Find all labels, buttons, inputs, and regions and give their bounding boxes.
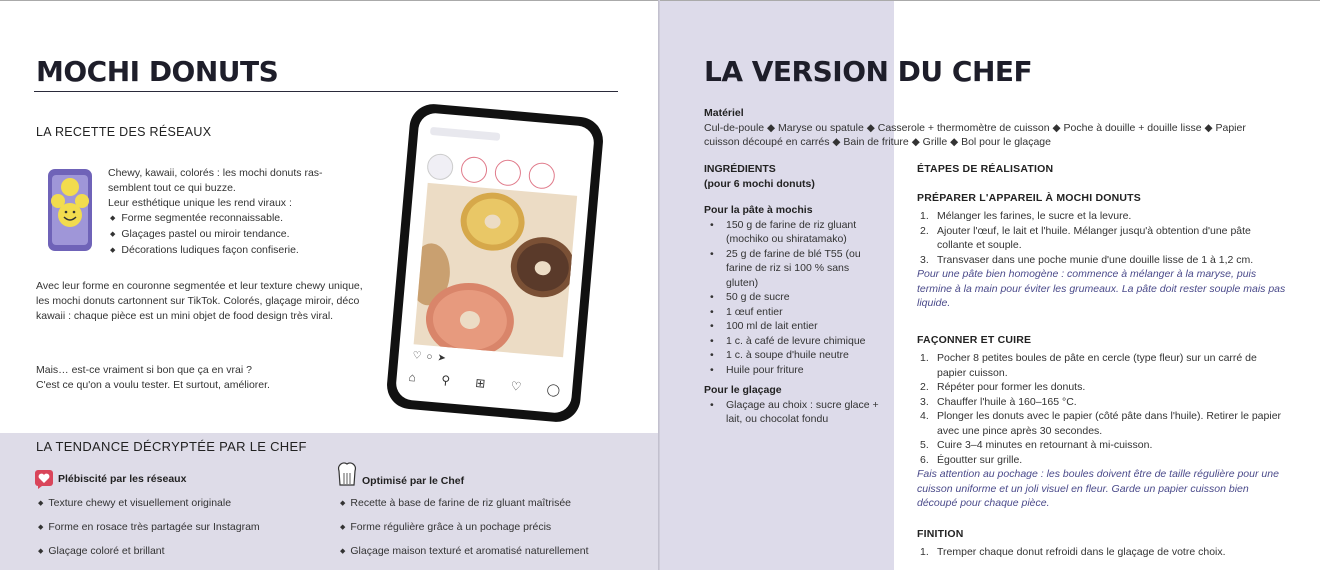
intro-paragraph: Avec leur forme en couronne segmentée et leur texture chewy unique, les mochi donuts cartonnent sur TikTok. Colorés, glaçage miroir, déco kawaii : chaque pièce est un mini objet de food design très viral.: [36, 280, 363, 322]
col1-title: [34, 469, 186, 489]
donut-photo: [414, 183, 578, 357]
prep-steps: [917, 209, 1287, 267]
pate-title: Pour la pâte à mochis: [704, 204, 813, 216]
ingredient-item: • Glaçage au choix : sucre glace + lait, ou chocolat fondu: [704, 398, 884, 427]
col2-title: [336, 459, 464, 489]
title-divider: [34, 91, 618, 92]
question-paragraph: [36, 363, 366, 393]
ingredients-block: [704, 162, 884, 433]
post-actions: ♡○➤: [412, 350, 452, 365]
prep-title: PRÉPARER L'APPAREIL À MOCHI DONUTS: [917, 191, 1141, 204]
prep-tip: Pour une pâte bien homogène : commence à mélanger à la maryse, puis termine à la main pour éviter les grumeaux. La pâte doit rester souple mais pas liquide.: [917, 268, 1286, 309]
ingredients-subtitle: (pour 6 mochi donuts): [704, 177, 815, 190]
phone-screen: [395, 112, 595, 414]
glacage-list: [704, 398, 884, 427]
intro-bullet: ◆ Forme segmentée reconnaissable.: [110, 211, 338, 227]
phone-emoji-sticker: [44, 167, 96, 253]
chef-hat-icon: [336, 459, 358, 489]
avatar: [426, 153, 454, 181]
list-item: ◆ Texture chewy et visuellement originale: [38, 497, 260, 521]
profile-icon: ◯: [546, 382, 561, 398]
list-item: ◆ Glaçage maison texturé et aromatisé naturellement: [340, 545, 589, 569]
step-item: 1. Pocher 8 petites boules de pâte en cercle (type fleur) sur un carré de papier cuisson.: [920, 352, 1257, 379]
ingredient-item: • 1 c. à soupe d'huile neutre: [704, 348, 884, 363]
steps-title: ÉTAPES DE RÉALISATION: [917, 163, 1054, 175]
search-icon: ⚲: [440, 372, 451, 388]
pate-list: [704, 218, 884, 378]
list-item: ◆ Forme régulière grâce à un pochage précis: [340, 521, 589, 545]
recipe-heading: LA RECETTE DES RÉSEAUX: [36, 125, 212, 139]
col2-title-text: Optimisé par le Chef: [362, 475, 465, 487]
page-title: LA VERSION DU CHEF: [704, 55, 1033, 88]
step-item: 3. Transvaser dans une poche munie d'une douille lisse de 1 à 1,2 cm.: [920, 253, 1254, 266]
ingredients-title: INGRÉDIENTS: [704, 163, 776, 175]
phone-mockup: [385, 102, 605, 424]
intro-line: semblent tout ce qui buzze.: [108, 182, 236, 194]
list-item: ◆ Recette à base de farine de riz gluant maîtrisée: [340, 497, 589, 521]
finish-title: FINITION: [917, 527, 964, 540]
list-item: ◆ Glaçage coloré et brillant: [38, 545, 260, 569]
step-item: 4. Plonger les donuts avec le papier (côté pâte dans l'huile). Retirer le papier avec une pince après 30 secondes.: [920, 410, 1282, 437]
step-item: 6. Égoutter sur grille.: [920, 453, 1023, 466]
step-item: 3. Chauffer l'huile à 160–165 °C.: [920, 395, 1077, 408]
story-circle: [460, 156, 488, 184]
cook-title: FAÇONNER ET CUIRE: [917, 333, 1032, 346]
page-title: MOCHI DONUTS: [36, 55, 279, 88]
intro-bullet: ◆ Glaçages pastel ou miroir tendance.: [110, 227, 338, 243]
ingredient-item: • 1 œuf entier: [704, 305, 884, 320]
col1-title-text: Plébiscité par les réseaux: [58, 473, 187, 485]
intro-bullets: [110, 211, 338, 259]
cook-tip: Fais attention au pochage : les boules doivent être de taille régulière pour une cuisson uniforme et un joli visuel en fleur. Garde un papier cuisson bien découpé pour chaque pièce.: [917, 468, 1279, 509]
question-line: Mais… est-ce vraiment si bon que ça en vrai ?: [36, 364, 252, 376]
home-icon: ⌂: [408, 369, 417, 385]
ingredient-item: • Huile pour friture: [704, 363, 884, 378]
intro-line: Leur esthétique unique les rend viraux :: [108, 197, 292, 209]
phone-nav-bar: [408, 370, 561, 397]
step-item: 1. Mélanger les farines, le sucre et la levure.: [920, 210, 1132, 222]
ingredient-item: • 1 c. à café de levure chimique: [704, 334, 884, 349]
add-icon: ⊞: [474, 375, 487, 391]
intro-line: Chewy, kawaii, colorés : les mochi donuts ras-: [108, 167, 323, 179]
ingredient-item: • 150 g de farine de riz gluant (mochiko ou shiratamako): [704, 218, 884, 247]
steps-block: [917, 162, 1287, 560]
question-line: C'est ce qu'on a voulu tester. Et surtout, améliorer.: [36, 379, 270, 391]
right-page: [660, 0, 1320, 570]
finish-steps: [917, 545, 1287, 560]
profile-placeholder: [430, 127, 500, 141]
trend-heading: LA TENDANCE DÉCRYPTÉE PAR LE CHEF: [36, 439, 307, 454]
col2-list: [340, 497, 589, 569]
glacage-title: Pour le glaçage: [704, 384, 782, 396]
step-item: 5. Cuire 3–4 minutes en retournant à mi-cuisson.: [920, 439, 1153, 451]
cook-steps: [917, 351, 1287, 467]
ingredient-item: • 50 g de sucre: [704, 290, 884, 305]
materiel-label: Matériel: [704, 107, 744, 119]
col1-list: [38, 497, 260, 569]
step-item: 2. Répéter pour former les donuts.: [920, 381, 1086, 393]
story-circle: [528, 162, 556, 190]
intro-text: [108, 166, 338, 259]
ingredient-item: • 25 g de farine de blé T55 (ou farine de riz si 100 % sans gluten): [704, 247, 884, 291]
materiel-block: [704, 106, 1284, 150]
step-item: 1. Tremper chaque donut refroidi dans le glaçage de votre choix.: [920, 546, 1226, 558]
intro-bullet: ◆ Décorations ludiques façon confiserie.: [110, 243, 338, 259]
heart-badge-icon: [34, 469, 54, 489]
step-item: 2. Ajouter l'œuf, le lait et l'huile. Mélanger jusqu'à obtention d'une pâte collante et souple.: [920, 224, 1251, 251]
list-item: ◆ Forme en rosace très partagée sur Instagram: [38, 521, 260, 545]
heart-icon: ♡: [510, 378, 523, 394]
ingredient-item: • 100 ml de lait entier: [704, 319, 884, 334]
story-circle: [494, 159, 522, 187]
materiel-text: Cul-de-poule ◆ Maryse ou spatule ◆ Casserole + thermomètre de cuisson ◆ Poche à douille + douille lisse ◆ Papier cuisson découpé en carrés ◆ Bain de friture ◆ Grille ◆ Bol pour le glaçage: [704, 121, 1246, 148]
